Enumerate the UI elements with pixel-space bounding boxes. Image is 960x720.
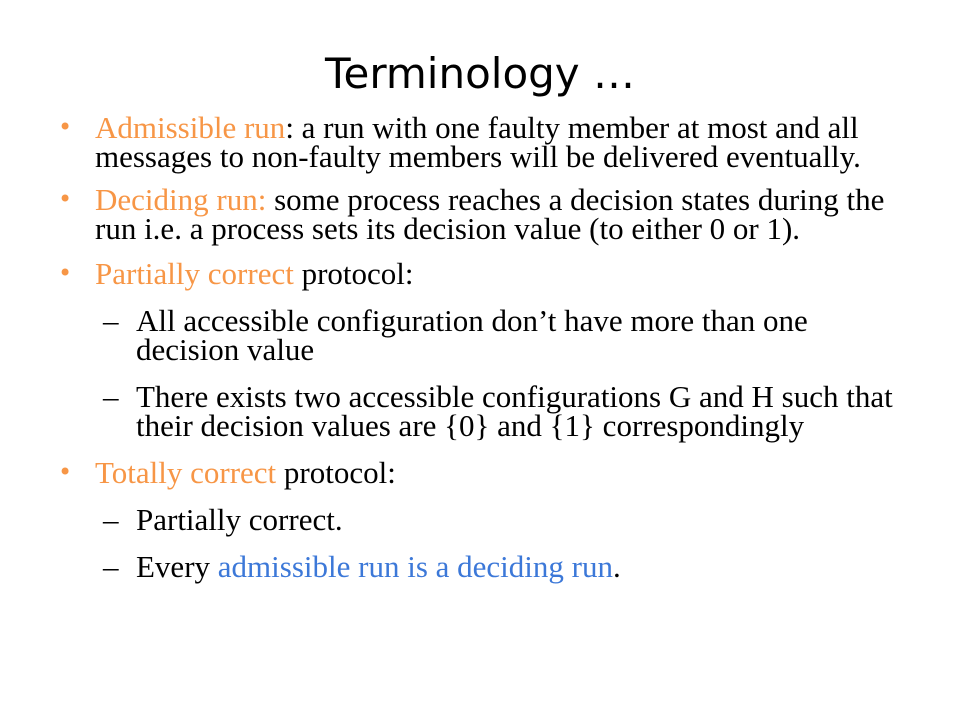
bullet-list bbox=[58, 110, 898, 584]
definition-totally-correct: protocol: bbox=[276, 455, 396, 490]
bullet-admissible-run bbox=[58, 110, 898, 174]
bullet-icon: • bbox=[58, 185, 73, 213]
bullet-icon: • bbox=[58, 113, 73, 141]
definition-admissible-run: : a run with one faulty member at most and all messages to non-faulty members will be delivered eventually. bbox=[95, 110, 861, 174]
term-totally-correct: Totally correct bbox=[95, 455, 277, 490]
bullet-partially-correct bbox=[58, 256, 898, 291]
dash-icon: – bbox=[103, 502, 119, 537]
dash-icon: – bbox=[103, 303, 119, 338]
subbullet-two-configurations bbox=[58, 379, 898, 443]
dash-icon: – bbox=[103, 549, 119, 584]
subbullet-text: There exists two accessible configurations G and H such that their decision values are {0} and {1} correspondingly bbox=[136, 379, 893, 443]
term-admissible-deciding-run: admissible run is a deciding run bbox=[217, 549, 613, 584]
bullet-deciding-run bbox=[58, 182, 898, 246]
subbullet-partially-correct bbox=[58, 502, 898, 537]
subbullet-accessible-configuration bbox=[58, 303, 898, 367]
bullet-icon: • bbox=[58, 259, 73, 287]
subbullet-every-admissible-run bbox=[58, 549, 898, 584]
definition-partially-correct: protocol: bbox=[293, 256, 414, 291]
term-admissible-run: Admissible run bbox=[95, 110, 286, 145]
subbullet-text: Partially correct. bbox=[136, 502, 343, 537]
bullet-icon: • bbox=[58, 458, 73, 486]
bullet-totally-correct bbox=[58, 455, 898, 490]
term-partially-correct: Partially correct bbox=[95, 256, 294, 291]
definition-deciding-run: some process reaches a decision states during the run i.e. a process sets its decision value (to either 0 or 1). bbox=[95, 182, 885, 246]
subbullet-suffix: . bbox=[612, 549, 621, 584]
slide-title: Terminology … bbox=[324, 49, 636, 98]
term-deciding-run: Deciding run: bbox=[95, 182, 267, 217]
dash-icon: – bbox=[103, 379, 119, 414]
subbullet-text: All accessible configuration don’t have more than one decision value bbox=[136, 303, 808, 367]
subbullet-prefix: Every bbox=[136, 549, 218, 584]
